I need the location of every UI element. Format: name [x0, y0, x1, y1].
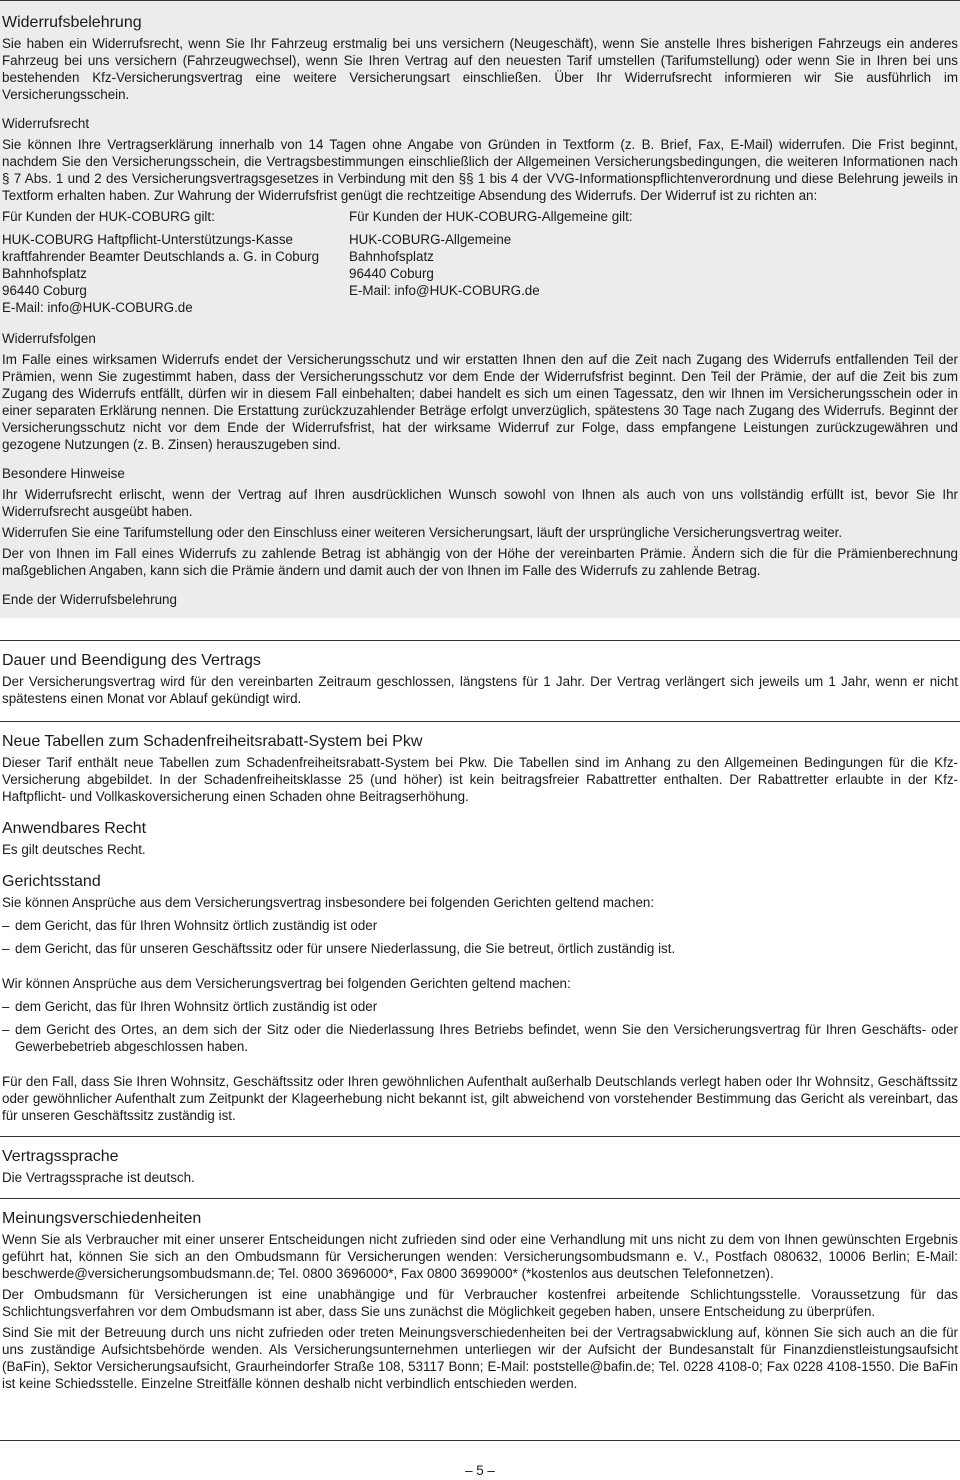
gerichtsstand-title: Gerichtsstand [2, 873, 101, 890]
col1-line: 96440 Coburg [2, 283, 87, 298]
widerruf-intro: Sie haben ein Widerrufsrecht, wenn Sie Ihr Fahrzeug erstmalig bei uns versichern (Neugeschäft), wenn Sie anstelle Ihres bisherigen Fahrzeugs ein anderes Fahrzeug bei uns versichern (Fahrzeugwechsel), wenn Sie Ihren Vertrag auf den neuesten Tarif umstellen (Tarifumstellung) oder wenn Sie in Ihren bei uns bestehenden Kfz-Versicherungsvertrag eine weitere Versicherungsart einschließen. Über Ihr Widerrufsrecht informieren wir Sie ausführlich im Versicherungsschein. [2, 36, 958, 102]
address-col-2 [349, 208, 696, 316]
meinung-paragraph-2: Der Ombudsmann für Versicherungen ist eine unabhängige und für Verbraucher kostenfrei arbeitende Schlichtungsstelle. Voraussetzung für das Schlichtungsverfahren vor dem Ombudsmann ist aber, dass Sie uns zunächst die Möglichkeit gegeben haben, unsere Entscheidung zu überprüfen. [2, 1287, 958, 1319]
meinung-paragraph-3: Sind Sie mit der Betreuung durch uns nicht zufrieden oder treten Meinungsverschiedenheiten bei der Vertragsabwicklung auf, können Sie sich auch an die für uns zuständige Aufsichtsbehörde wenden. Als Versicherungsunternehmen unterliegen wir der Aufsicht der Bundesanstalt für Finanzdienstleistungsaufsicht (BaFin), Sektor Versicherungsaufsicht, Graurheindorfer Straße 108, 53117 Bonn; E-Mail: poststelle@bafin.de; Tel. 0228 4108-0; Fax 0228 4108-1550. Die BaFin ist keine Schiedsstelle. Einzelne Streitfälle können deshalb nicht verbindlich entschieden werden. [2, 1325, 958, 1391]
dauer-title: Dauer und Beendigung des Vertrags [2, 652, 261, 669]
col1-head: Für Kunden der HUK-COBURG gilt: [2, 209, 215, 224]
gericht-intro-1: Sie können Ansprüche aus dem Versicherungsvertrag insbesondere bei folgenden Gerichten geltend machen: [2, 895, 655, 910]
gericht-intro-2: Wir können Ansprüche aus dem Versicherungsvertrag bei folgenden Gerichten geltend machen: [2, 976, 571, 991]
col2-line: Bahnhofsplatz [349, 249, 434, 264]
col2-line: 96440 Coburg [349, 266, 434, 281]
sprache-title: Vertragssprache [2, 1148, 119, 1165]
col2-email: E-Mail: info@HUK-COBURG.de [349, 283, 540, 298]
besondere-hinweise-title: Besondere Hinweise [2, 466, 125, 481]
widerrufsrecht-text: Sie können Ihre Vertragserklärung innerhalb von 14 Tagen ohne Angabe von Gründen in Textform (z. B. Brief, Fax, E-Mail) widerrufen. Die Frist beginnt, nachdem Sie den Versicherungsschein, die Vertragsbestimmungen einschließlich der Allgemeinen Versicherungsbedingungen, die weiteren Informationen nach § 7 Abs. 1 und 2 des Versicherungsvertragsgesetzes in Verbindung mit den §§ 1 bis 4 der VVG-Informationspflichtenverordnung und diese Belehrung jeweils in Textform erhalten haben. Zur Wahrung der Widerrufsfrist genügt die rechtzeitige Absendung des Widerrufs. Der Widerruf ist zu richten an: [2, 137, 958, 203]
dauer-text: Der Versicherungsvertrag wird für den vereinbarten Zeitraum geschlossen, längstens für 1 Jahr. Der Vertrag verlängert sich jeweils um 1 Jahr, wenn er nicht spätestens einen Monat vor Ablauf gekündigt wird. [2, 674, 958, 706]
address-col-1 [2, 208, 349, 316]
section-dauer [0, 640, 960, 707]
meinung-title: Meinungsverschiedenheiten [2, 1210, 202, 1227]
col1-email: E-Mail: info@HUK-COBURG.de [2, 300, 193, 315]
col1-line: HUK-COBURG Haftpflicht-Unterstützungs-Kasse [2, 232, 293, 247]
widerrufsbelehrung-box [0, 0, 960, 618]
col2-line: HUK-COBURG-Allgemeine [349, 232, 512, 247]
section-gerichtsstand [0, 858, 960, 1124]
section-meinung [0, 1198, 960, 1392]
hinweise-paragraph-2: Widerrufen Sie eine Tarifumstellung oder den Einschluss einer weiteren Versicherungsart, läuft der ursprüngliche Versicherungsvertrag weiter. [2, 525, 843, 540]
meinung-paragraph-1: Wenn Sie als Verbraucher mit einer unserer Entscheidungen nicht zufrieden sind oder eine Verhandlung mit uns nicht zu dem von Ihnen gewünschten Ergebnis geführt hat, können Sie sich an den Ombudsmann für Versicherungen wenden: Versicherungsombudsmann e. V., Postfach 080632, 10006 Berlin; E-Mail: beschwerde@versicherungsombudsmann.de; Tel. 0800 3696000*, Fax 0800 3699000* (*kostenlos aus deutschen Telefonnetzen). [2, 1232, 958, 1281]
section-sprache [0, 1136, 960, 1186]
hinweise-paragraph-1: Ihr Widerrufsrecht erlischt, wenn der Vertrag auf Ihren ausdrücklichen Wunsch sowohl von Ihnen als auch von uns vollständig erfüllt ist, bevor Sie Ihr Widerrufsrecht ausgeübt haben. [2, 487, 958, 519]
list-item: – dem Gericht des Ortes, an dem sich der Sitz oder die Niederlassung Ihres Betriebs befindet, wenn Sie den Versicherungsvertrag für Ihren Geschäfts- oder Gewerbebetrieb abgeschlossen haben. [2, 1022, 958, 1054]
section-tabellen [0, 721, 960, 805]
col1-line: kraftfahrender Beamter Deutschlands a. G. in Coburg [2, 249, 320, 264]
widerrufsfolgen-text: Im Falle eines wirksamen Widerrufs endet der Versicherungsschutz und wir erstatten Ihnen den auf die Zeit nach Zugang des Widerrufs entfallenden Teil der Prämien, wenn Sie zugestimmt haben, dass der Versicherungsschutz vor dem Ende der Widerrufsfrist beginnt. Den Teil der Prämie, der auf die Zeit bis zum Zugang des Widerrufs entfällt, dürfen wir in diesem Fall einbehalten; dabei handelt es sich um einen Tagessatz, den wir Ihnen im Versicherungsschein oder in einer separaten Erklärung nennen. Die Erstattung zurückzuzahlender Beträge erfolgt unverzüglich, spätestens 30 Tage nach Zugang des Widerrufs. Beginnt der Versicherungsschutz nicht vor dem Ende der Widerrufsfrist, hat der wirksame Widerruf zur Folge, dass empfangene Leistungen zurückzugewähren und gezogene Nutzungen (z. B. Zinsen) herauszugeben sind. [2, 352, 958, 452]
recht-text: Es gilt deutsches Recht. [2, 842, 146, 857]
col2-head: Für Kunden der HUK-COBURG-Allgemeine gilt: [349, 209, 633, 224]
list-item: – dem Gericht, das für Ihren Wohnsitz örtlich zuständig ist oder [2, 999, 378, 1014]
recht-title: Anwendbares Recht [2, 820, 147, 837]
tabellen-title: Neue Tabellen zum Schadenfreiheitsrabatt-System bei Pkw [2, 733, 423, 750]
col1-line: Bahnhofsplatz [2, 266, 87, 281]
tabellen-text: Dieser Tarif enthält neue Tabellen zum Schadenfreiheitsrabatt-System bei Pkw. Die Tabellen sind im Anhang zu den Allgemeinen Bedingungen für die Kfz-Versicherung abgebildet. In der Schadenfreiheitsklasse 25 (und höher) ist kein beitragsfreier Rabattretter enthalten. Der Rabattretter erlaubte in der Kfz-Haftpflicht- und Vollkaskoversicherung einen Schaden ohne Beitragserhöhung. [2, 755, 958, 804]
footer-divider [0, 1440, 960, 1441]
list-item: – dem Gericht, das für Ihren Wohnsitz örtlich zuständig ist oder [2, 918, 378, 933]
hinweise-paragraph-3: Der von Ihnen im Fall eines Widerrufs zu zahlende Betrag ist abhängig von der Höhe der vereinbarten Prämie. Ändern sich die für die Prämienberechnung maßgeblichen Angaben, kann sich die Prämie ändern und damit auch der von Ihnen im Falle des Widerrufs zu zahlende Betrag. [2, 546, 958, 578]
sprache-text: Die Vertragssprache ist deutsch. [2, 1170, 195, 1185]
widerrufsbelehrung-title: Widerrufsbelehrung [2, 14, 142, 31]
address-columns [2, 208, 958, 316]
page-number: – 5 – [465, 1463, 495, 1478]
widerrufsrecht-title: Widerrufsrecht [2, 116, 90, 131]
list-item: – dem Gericht, das für unseren Geschäftssitz oder für unsere Niederlassung, die Sie betreut, örtlich zuständig ist. [2, 941, 676, 956]
section-recht [0, 805, 960, 858]
widerrufsfolgen-title: Widerrufsfolgen [2, 331, 96, 346]
ende-widerrufsbelehrung: Ende der Widerrufsbelehrung [2, 592, 177, 607]
gericht-text-3: Für den Fall, dass Sie Ihren Wohnsitz, Geschäftssitz oder Ihren gewöhnlichen Aufenthalt außerhalb Deutschlands verlegt haben oder Ihr Wohnsitz, Geschäftssitz oder gewöhnlicher Aufenthalt zum Zeitpunkt der Klageerhebung nicht bekannt ist, gilt abweichend von vorstehender Bestimmung das Gericht als vereinbart, das für unseren Geschäftssitz zuständig ist. [2, 1074, 958, 1123]
